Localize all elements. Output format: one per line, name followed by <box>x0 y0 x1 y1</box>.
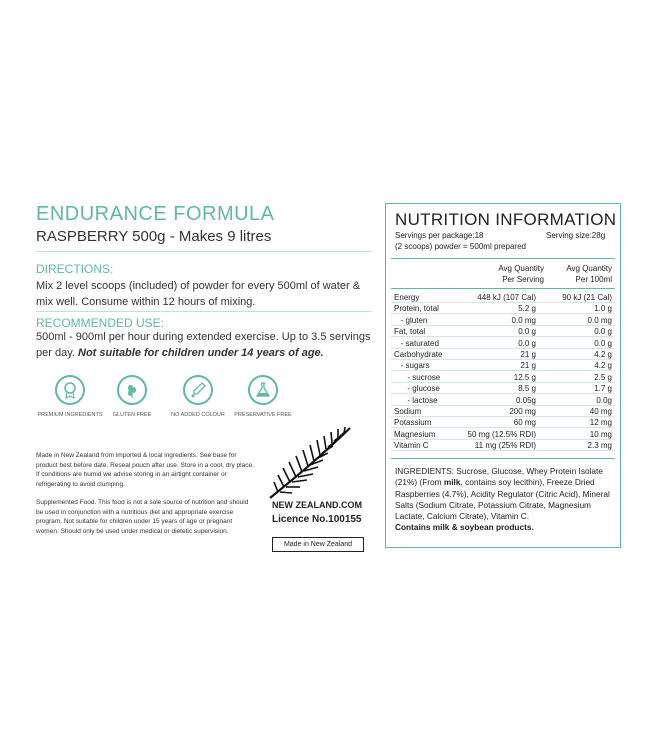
per-100ml-value: 4.2 g <box>594 350 612 359</box>
col-header-100ml-b: Per 100ml <box>575 275 612 284</box>
badge-gluten-free <box>98 375 166 418</box>
badge-label: NO ADDED COLOUR <box>171 412 225 418</box>
per-serving-value: 21 g <box>520 361 536 371</box>
nutrition-row <box>391 429 615 440</box>
per-serving-value: 11 mg (25% RDI) <box>474 441 536 451</box>
per-serving-value: 12.5 g <box>513 372 536 382</box>
nutrient-name: Sodium <box>394 407 422 416</box>
per-serving-value: 448 kJ (107 Cal) <box>477 293 536 302</box>
per-serving-value: 50 mg (12.5% RDI) <box>467 429 536 439</box>
fern-logo-icon <box>262 420 362 500</box>
per-serving-value: 0.05g <box>515 395 536 405</box>
nutrition-row <box>391 338 615 349</box>
per-serving-value: 200 mg <box>509 407 536 416</box>
serving-size: Serving size:28g <box>546 231 606 240</box>
nutrition-row <box>391 292 615 303</box>
wheat-icon <box>117 375 147 405</box>
nutrition-row <box>391 417 615 428</box>
storage-text: Made in New Zealand from imported & local ingredients. See base for product best before date. Reseal pouch after use. Store in a cool, dry place. If conditions are humid we advise storing in an airtight container or refrigerating to avoid clumping. <box>36 452 254 488</box>
directions-text: Mix 2 level scoops (included) of powder for every 500ml of water & mix well. Consume within 12 hours of mixing. <box>36 280 361 308</box>
per-100ml-value: 40 mg <box>589 407 612 416</box>
divider <box>36 311 372 312</box>
per-100ml-value: 10 mg <box>589 429 612 439</box>
per-100ml-value: 4.2 g <box>594 361 612 371</box>
nutrient-name: Protein, total <box>394 304 439 314</box>
col-header-serving-b: Per Serving <box>502 275 544 284</box>
ingredients-text <box>395 466 615 534</box>
nutrient-name: - gluten <box>394 315 428 325</box>
col-header-serving-a: Avg Quantity <box>498 264 544 273</box>
badge-label: PRESERVATIVE FREE <box>234 412 292 418</box>
divider <box>391 258 615 259</box>
recommended-body: 500ml - 900ml per hour during extended exercise. Up to 3.5 servings per day. <box>36 331 371 359</box>
nutrition-row <box>391 360 615 371</box>
servings-per-package: Servings per package:18 <box>395 231 484 240</box>
nutrition-row <box>391 383 615 394</box>
per-serving-value: 0.0 mg <box>511 315 536 325</box>
per-serving-value: 60 mg <box>513 418 536 428</box>
divider <box>36 251 372 252</box>
per-serving-value: 21 g <box>520 350 536 359</box>
nutrient-name: Energy <box>394 293 420 302</box>
per-100ml-value: 0.0 g <box>594 327 612 337</box>
nutrition-row <box>391 303 615 314</box>
per-serving-value: 0.0 g <box>518 327 536 337</box>
nutrient-name: - glucose <box>394 384 440 394</box>
ingredients-part: INGREDIENTS: Sucrose, Glucose, Whey Protein Isolate (21%) (From <box>395 466 603 488</box>
medal-icon <box>55 375 85 405</box>
badge-premium <box>36 375 104 418</box>
col-header-100ml <box>545 263 612 285</box>
nz-website: NEW ZEALAND.COM <box>272 500 362 510</box>
dropper-icon <box>183 375 213 405</box>
divider <box>391 288 615 289</box>
per-100ml-value: 90 kJ (21 Cal) <box>562 293 612 302</box>
licence-number: Licence No.100155 <box>272 514 362 525</box>
per-100ml-value: 0.0 g <box>594 338 612 348</box>
per-100ml-value: 1.7 g <box>594 384 612 394</box>
nutrient-name: - lactose <box>394 395 438 405</box>
badge-label: PREMIUM INGREDIENTS <box>37 412 103 418</box>
badge-preservative-free <box>229 375 297 418</box>
per-100ml-value: 2.3 mg <box>587 441 612 451</box>
nutrition-row <box>391 372 615 383</box>
per-100ml-value: 2.5 g <box>594 372 612 382</box>
nutrient-name: Potassium <box>394 418 432 428</box>
per-serving-value: 5.2 g <box>518 304 536 314</box>
nutrition-title: NUTRITION INFORMATION <box>395 210 617 229</box>
col-header-serving <box>470 263 544 285</box>
nutrition-row <box>391 395 615 406</box>
nutrition-row <box>391 406 615 417</box>
flask-icon <box>248 375 278 405</box>
ingredients-part: , contains soy lecithin), Freeze Dried Raspberries (4.7%), Acidity Regulator (Citric Acid), Mineral Salts (Sodium Citrate, Potassium Citrate, Magnesium Lactate, Calcium Citrate), Vitamin C. <box>395 477 610 522</box>
row-divider <box>391 450 615 451</box>
nutrient-name: - sucrose <box>394 372 441 382</box>
per-100ml-value: 1.0 g <box>594 304 612 314</box>
made-in-nz-badge: Made in New Zealand <box>272 537 364 552</box>
nutrient-name: Vitamin C <box>394 441 429 451</box>
nutrient-name: - saturated <box>394 338 439 348</box>
product-title: ENDURANCE FORMULA <box>36 203 275 225</box>
nutrition-row <box>391 326 615 337</box>
per-100ml-value: 0.0g <box>596 395 612 405</box>
nutrient-name: Carbohydrate <box>394 350 443 359</box>
product-subtitle: RASPBERRY 500g - Makes 9 litres <box>36 228 272 245</box>
ingredients-allergen-word: milk <box>443 477 461 488</box>
nutrient-name: Fat, total <box>394 327 426 337</box>
nutrition-row <box>391 315 615 326</box>
nutrition-row <box>391 440 615 451</box>
allergen-statement: Contains milk & soybean products. <box>395 522 534 533</box>
nutrient-name: - sugars <box>394 361 430 371</box>
col-header-100ml-a: Avg Quantity <box>566 264 612 273</box>
per-100ml-value: 12 mg <box>589 418 612 428</box>
per-serving-value: 0.0 g <box>518 338 536 348</box>
recommended-heading: RECOMMENDED USE: <box>36 316 165 330</box>
directions-heading: DIRECTIONS: <box>36 262 114 276</box>
per-100ml-value: 0.0 mg <box>587 315 612 325</box>
recommended-text <box>36 329 376 361</box>
supplement-text: Supplemented Food. This food is not a sole source of nutrition and should be used in conjunction with a nutritious diet and appropriate exercise program. Not suitable for children under 15 years of age or pregnant women. Should only be used under medical or dietetic supervision. <box>36 499 249 535</box>
serving-note: (2 scoops) powder = 500ml prepared <box>395 242 526 251</box>
age-warning: Not suitable for children under 14 years of age. <box>78 347 324 359</box>
badge-no-colour <box>164 375 232 418</box>
divider <box>391 458 615 459</box>
nutrition-row <box>391 349 615 360</box>
badge-label: GLUTEN FREE <box>112 412 152 418</box>
per-serving-value: 8.5 g <box>518 384 536 394</box>
nutrient-name: Magnesium <box>394 429 436 439</box>
